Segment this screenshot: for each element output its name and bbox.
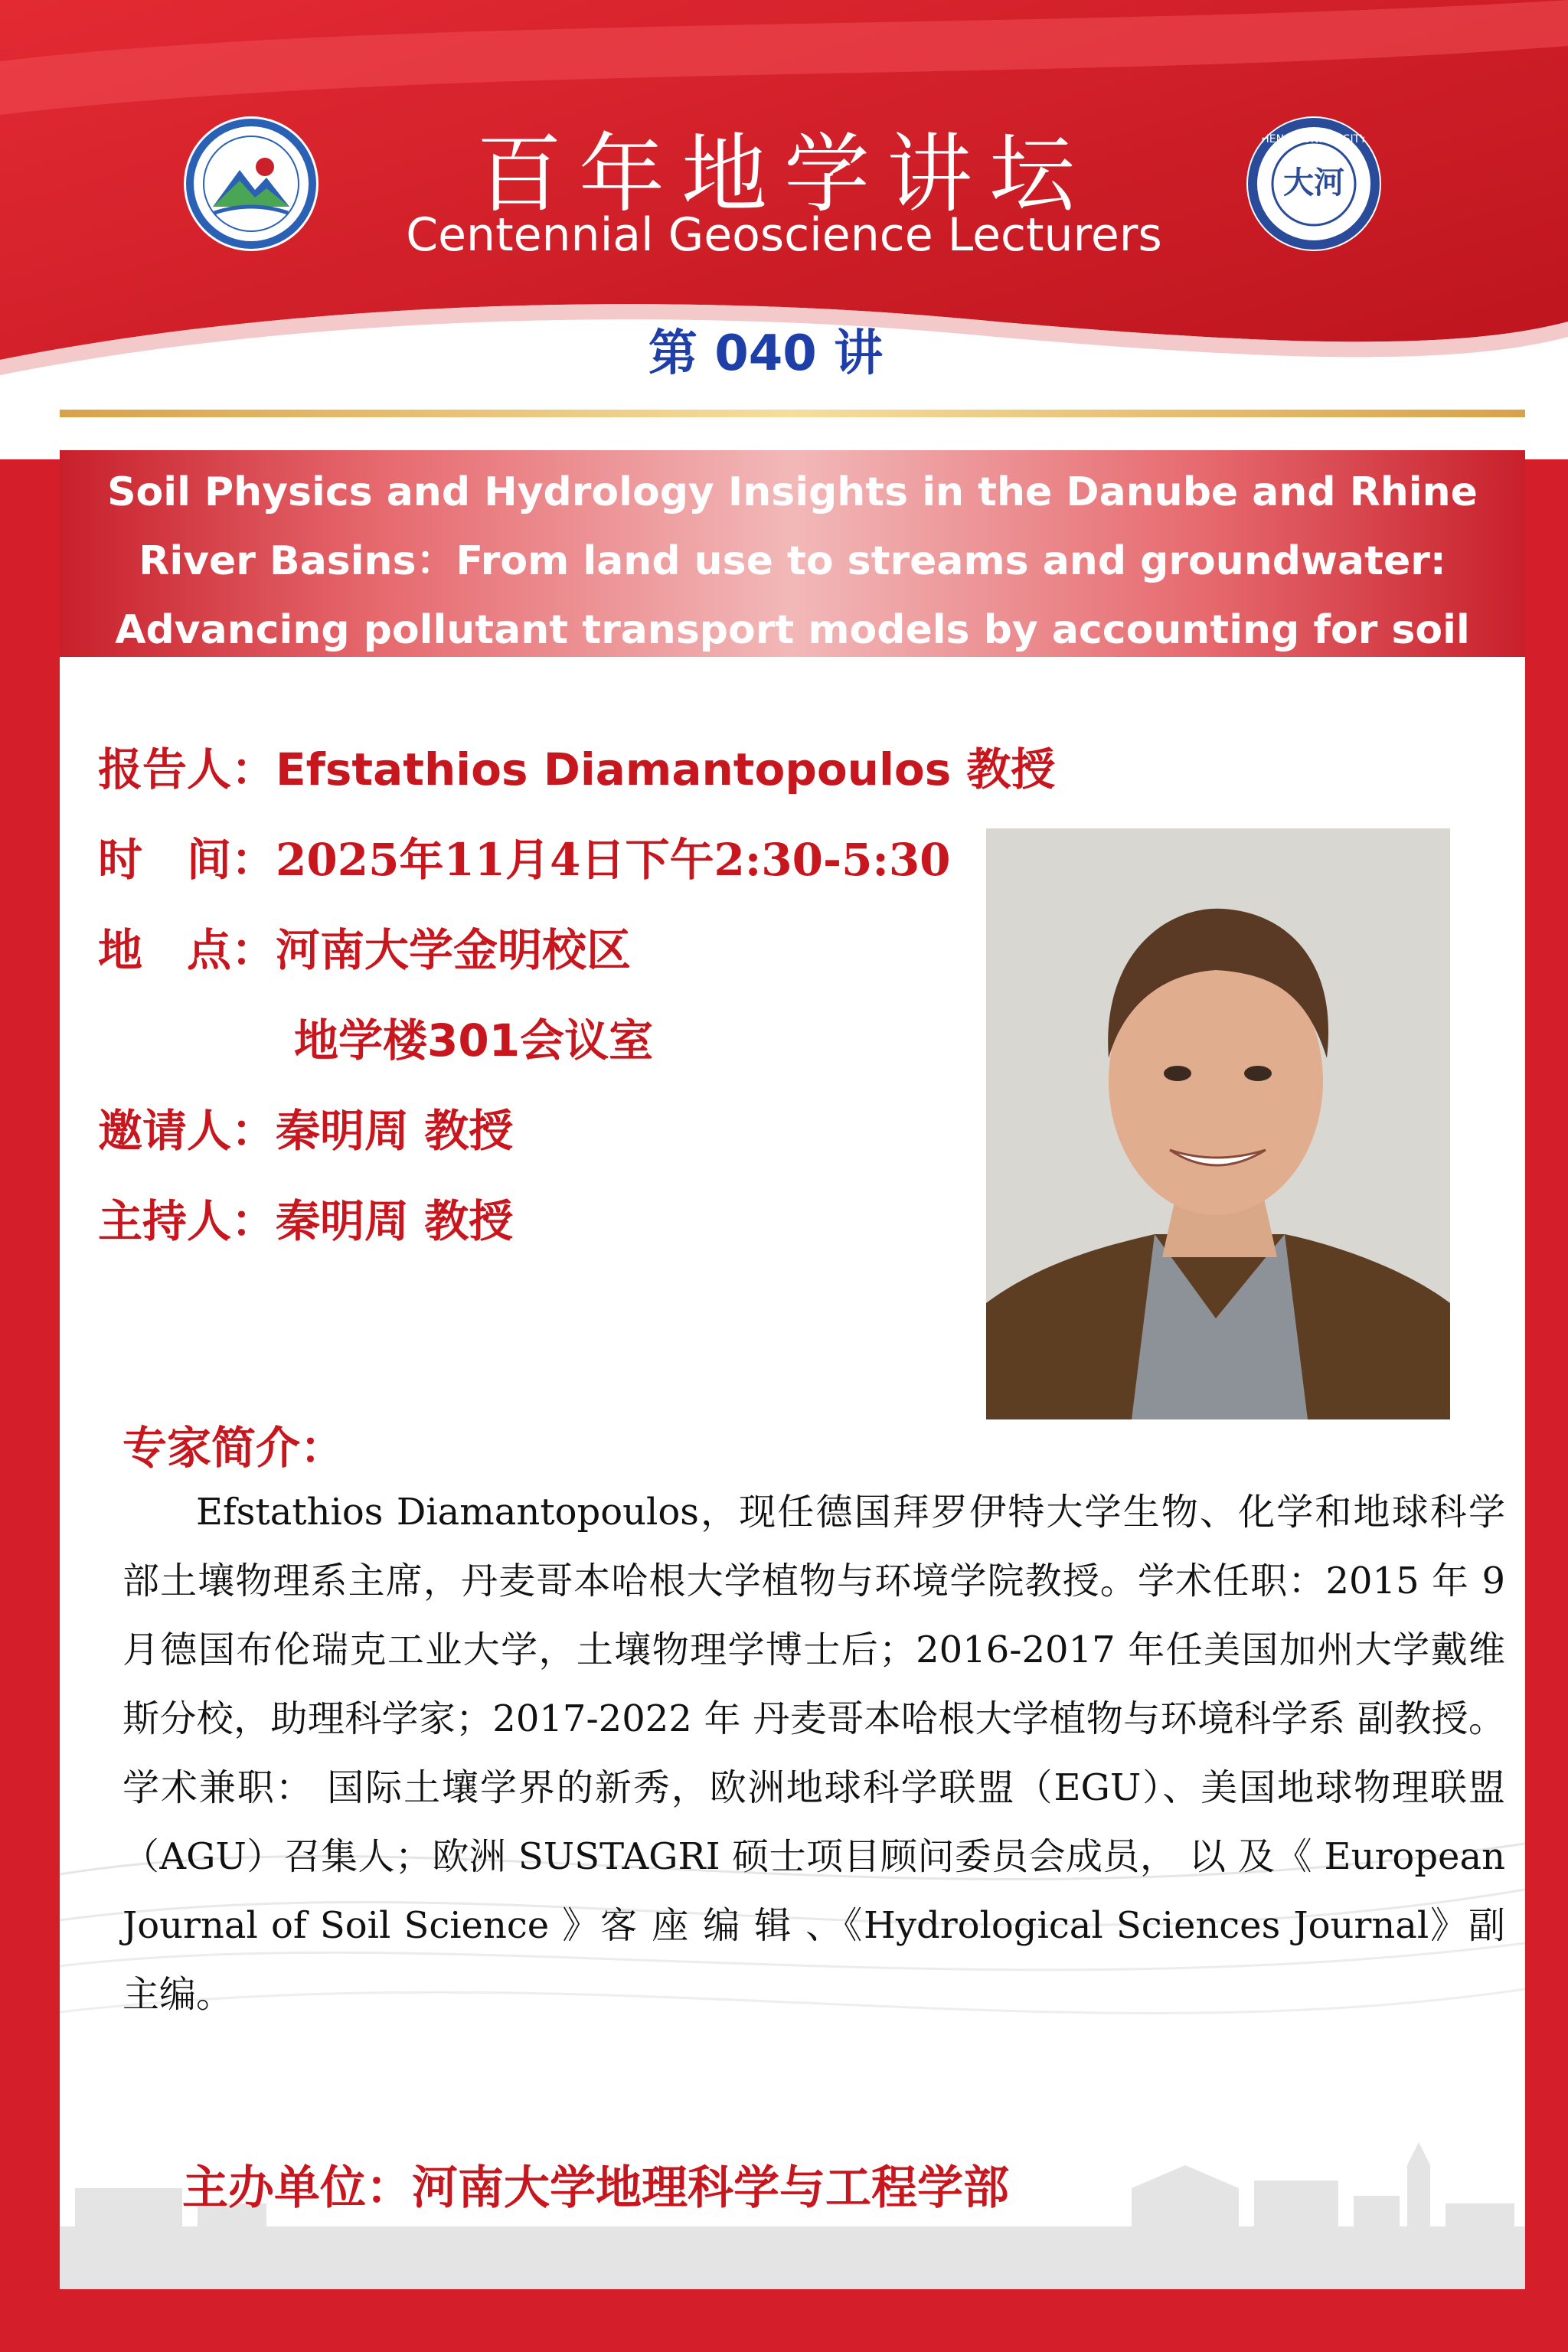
talk-title-line: Advancing pollutant transport models by accounting for soil bbox=[115, 607, 1470, 653]
organizer: 主办单位：河南大学地理科学与工程学部 bbox=[182, 2161, 1009, 2215]
talk-title-line: River Basins：From land use to streams and groundwater: bbox=[139, 538, 1446, 584]
right-logo-glyph: 大河 bbox=[1283, 165, 1344, 201]
series-title-en: Centennial Geoscience Lecturers bbox=[406, 208, 1162, 262]
series-title-cn: 百年地学讲坛 bbox=[476, 125, 1092, 224]
place-label: 地 点： bbox=[98, 924, 276, 976]
inviter-row bbox=[98, 1095, 513, 1159]
right-logo-text: HENAN UNIVERSITY bbox=[1261, 133, 1367, 145]
host-label: 主持人： bbox=[98, 1195, 276, 1247]
content-panel bbox=[60, 420, 1525, 2289]
place-value-2: 地学楼301会议室 bbox=[294, 1014, 654, 1067]
talk-title bbox=[60, 458, 1525, 665]
bio-text: Efstathios Diamantopoulos，现任德国拜罗伊特大学生物、化学和地球科学部土壤物理系主席，丹麦哥本哈根大学植物与环境学院教授。学术任职：2015 年 9 月德国布伦瑞克工业大学，土壤物理学博士后；2016-2017 年任美国加州大学戴维斯分校，助理科学家；2017-2022 年 丹麦哥本哈根大学植物与环境科学系 副教授。学术兼职： 国际土壤学界的新秀，欧洲地球科学联盟（EGU）、美国地球物理联盟（AGU）召集人；欧洲 SUSTAGRI 硕士项目顾问委员会成员， 以 及《 European Journal of Soil Science 》客 座 编 辑 、《Hydrological Sciences Journal》副主编。 bbox=[122, 1491, 1505, 2016]
bio-heading: 专家简介： bbox=[122, 1422, 345, 1474]
inviter-label: 邀请人： bbox=[98, 1105, 276, 1157]
time-value: 2025年11月4日下午2:30-5:30 bbox=[276, 834, 951, 886]
host-value: 秦明周 教授 bbox=[276, 1195, 514, 1247]
lecture-number: 第 040 讲 bbox=[648, 325, 884, 382]
speaker-row bbox=[98, 733, 1055, 798]
speaker-photo bbox=[986, 828, 1450, 1419]
talk-title-line: Soil Physics and Hydrology Insights in the Danube and Rhine bbox=[107, 469, 1478, 515]
time-row bbox=[98, 824, 951, 888]
place-row bbox=[98, 914, 631, 978]
inviter-value: 秦明周 教授 bbox=[276, 1105, 514, 1157]
place-value: 河南大学金明校区 bbox=[276, 924, 632, 976]
speaker-label: 报告人： bbox=[98, 743, 276, 795]
speaker-value: Efstathios Diamantopoulos 教授 bbox=[276, 743, 1056, 795]
host-row bbox=[98, 1185, 513, 1250]
time-label: 时 间： bbox=[98, 834, 276, 886]
right-logo-year: 1912 bbox=[1300, 228, 1328, 240]
place-row-2 bbox=[294, 1004, 653, 1069]
